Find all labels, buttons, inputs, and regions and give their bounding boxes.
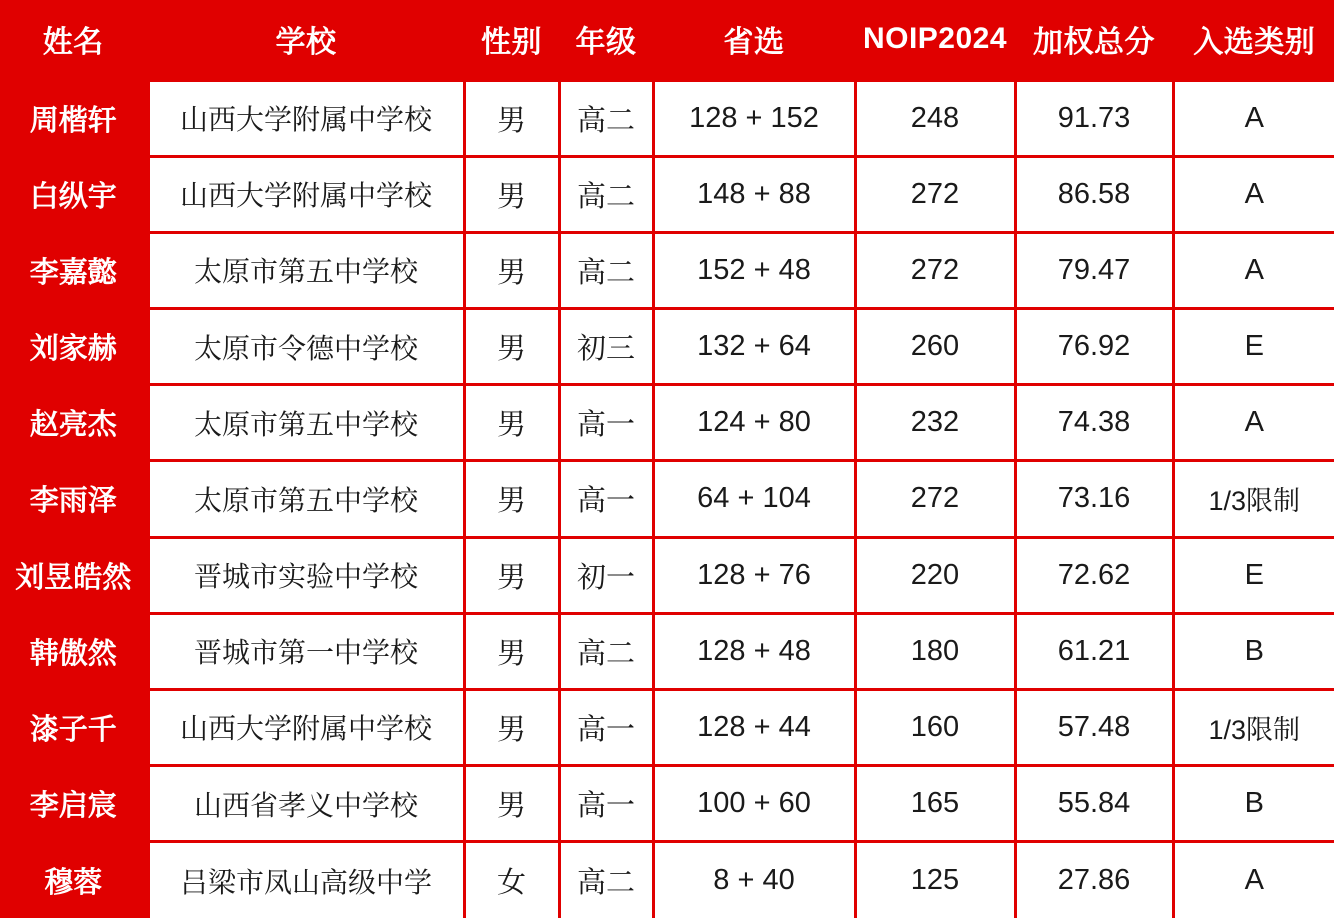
- cell-grade: 初一: [559, 537, 653, 613]
- cell-weighted-total: 57.48: [1015, 689, 1173, 765]
- table-row: [0, 842, 1334, 918]
- cell-school: 山西大学附属中学校: [148, 156, 464, 232]
- cell-provincial-score: 128 + 152: [653, 80, 855, 156]
- cell-school: 吕梁市凤山高级中学: [148, 842, 464, 918]
- cell-noip2024: 272: [855, 232, 1015, 308]
- cell-category: B: [1173, 613, 1334, 689]
- cell-noip2024: 272: [855, 156, 1015, 232]
- cell-weighted-total: 61.21: [1015, 613, 1173, 689]
- cell-grade: 高一: [559, 461, 653, 537]
- table-row: [0, 232, 1334, 308]
- cell-name: 李嘉懿: [0, 232, 148, 308]
- cell-name: 周楷轩: [0, 80, 148, 156]
- cell-grade: 高二: [559, 842, 653, 918]
- cell-noip2024: 160: [855, 689, 1015, 765]
- cell-category: A: [1173, 80, 1334, 156]
- cell-name: 白纵宇: [0, 156, 148, 232]
- cell-school: 太原市第五中学校: [148, 461, 464, 537]
- cell-noip2024: 272: [855, 461, 1015, 537]
- cell-weighted-total: 55.84: [1015, 766, 1173, 842]
- cell-school: 晋城市实验中学校: [148, 537, 464, 613]
- cell-gender: 男: [464, 689, 559, 765]
- cell-category: A: [1173, 232, 1334, 308]
- table-row: [0, 613, 1334, 689]
- cell-noip2024: 248: [855, 80, 1015, 156]
- cell-school: 晋城市第一中学校: [148, 613, 464, 689]
- cell-weighted-total: 79.47: [1015, 232, 1173, 308]
- cell-name: 李雨泽: [0, 461, 148, 537]
- cell-gender: 男: [464, 156, 559, 232]
- cell-noip2024: 165: [855, 766, 1015, 842]
- cell-provincial-score: 132 + 64: [653, 309, 855, 385]
- cell-grade: 高二: [559, 232, 653, 308]
- cell-weighted-total: 91.73: [1015, 80, 1173, 156]
- table-row: [0, 80, 1334, 156]
- cell-category: 1/3限制: [1173, 689, 1334, 765]
- cell-category: A: [1173, 156, 1334, 232]
- cell-provincial-score: 64 + 104: [653, 461, 855, 537]
- cell-provincial-score: 100 + 60: [653, 766, 855, 842]
- cell-school: 山西大学附属中学校: [148, 80, 464, 156]
- cell-gender: 男: [464, 80, 559, 156]
- cell-school: 太原市令德中学校: [148, 309, 464, 385]
- cell-gender: 男: [464, 766, 559, 842]
- cell-grade: 高二: [559, 613, 653, 689]
- cell-weighted-total: 73.16: [1015, 461, 1173, 537]
- cell-noip2024: 220: [855, 537, 1015, 613]
- table-row: [0, 766, 1334, 842]
- cell-provincial-score: 124 + 80: [653, 385, 855, 461]
- cell-category: 1/3限制: [1173, 461, 1334, 537]
- cell-provincial-score: 128 + 76: [653, 537, 855, 613]
- cell-name: 赵亮杰: [0, 385, 148, 461]
- cell-noip2024: 180: [855, 613, 1015, 689]
- cell-name: 刘家赫: [0, 309, 148, 385]
- cell-name: 刘昱皓然: [0, 537, 148, 613]
- cell-school: 山西省孝义中学校: [148, 766, 464, 842]
- table-row: [0, 537, 1334, 613]
- cell-name: 漆子千: [0, 689, 148, 765]
- cell-weighted-total: 27.86: [1015, 842, 1173, 918]
- cell-category: A: [1173, 385, 1334, 461]
- column-header-weighted-total: 加权总分: [1015, 0, 1173, 80]
- cell-provincial-score: 152 + 48: [653, 232, 855, 308]
- cell-weighted-total: 86.58: [1015, 156, 1173, 232]
- table-row: [0, 309, 1334, 385]
- cell-provincial-score: 128 + 44: [653, 689, 855, 765]
- table-row: [0, 156, 1334, 232]
- column-header-school: 学校: [148, 0, 464, 80]
- cell-gender: 男: [464, 232, 559, 308]
- cell-noip2024: 125: [855, 842, 1015, 918]
- cell-name: 韩傲然: [0, 613, 148, 689]
- cell-category: E: [1173, 537, 1334, 613]
- cell-gender: 男: [464, 613, 559, 689]
- cell-weighted-total: 74.38: [1015, 385, 1173, 461]
- cell-grade: 初三: [559, 309, 653, 385]
- cell-category: E: [1173, 309, 1334, 385]
- cell-grade: 高二: [559, 156, 653, 232]
- column-header-grade: 年级: [559, 0, 653, 80]
- table-row: [0, 385, 1334, 461]
- column-header-provincial-score: 省选: [653, 0, 855, 80]
- cell-grade: 高一: [559, 766, 653, 842]
- cell-category: B: [1173, 766, 1334, 842]
- column-header-noip2024: NOIP2024: [855, 0, 1015, 80]
- cell-gender: 男: [464, 537, 559, 613]
- cell-gender: 男: [464, 461, 559, 537]
- table-row: [0, 461, 1334, 537]
- cell-weighted-total: 72.62: [1015, 537, 1173, 613]
- cell-provincial-score: 148 + 88: [653, 156, 855, 232]
- cell-grade: 高二: [559, 80, 653, 156]
- cell-school: 太原市第五中学校: [148, 385, 464, 461]
- table-row: [0, 689, 1334, 765]
- column-header-category: 入选类别: [1173, 0, 1334, 80]
- table-header-row: [0, 0, 1334, 80]
- cell-provincial-score: 128 + 48: [653, 613, 855, 689]
- cell-gender: 男: [464, 385, 559, 461]
- cell-category: A: [1173, 842, 1334, 918]
- cell-provincial-score: 8 + 40: [653, 842, 855, 918]
- cell-noip2024: 232: [855, 385, 1015, 461]
- column-header-gender: 性别: [464, 0, 559, 80]
- column-header-name: 姓名: [0, 0, 148, 80]
- cell-weighted-total: 76.92: [1015, 309, 1173, 385]
- cell-gender: 女: [464, 842, 559, 918]
- cell-grade: 高一: [559, 385, 653, 461]
- cell-name: 穆蓉: [0, 842, 148, 918]
- cell-school: 山西大学附属中学校: [148, 689, 464, 765]
- cell-name: 李启宸: [0, 766, 148, 842]
- cell-school: 太原市第五中学校: [148, 232, 464, 308]
- cell-noip2024: 260: [855, 309, 1015, 385]
- cell-grade: 高一: [559, 689, 653, 765]
- cell-gender: 男: [464, 309, 559, 385]
